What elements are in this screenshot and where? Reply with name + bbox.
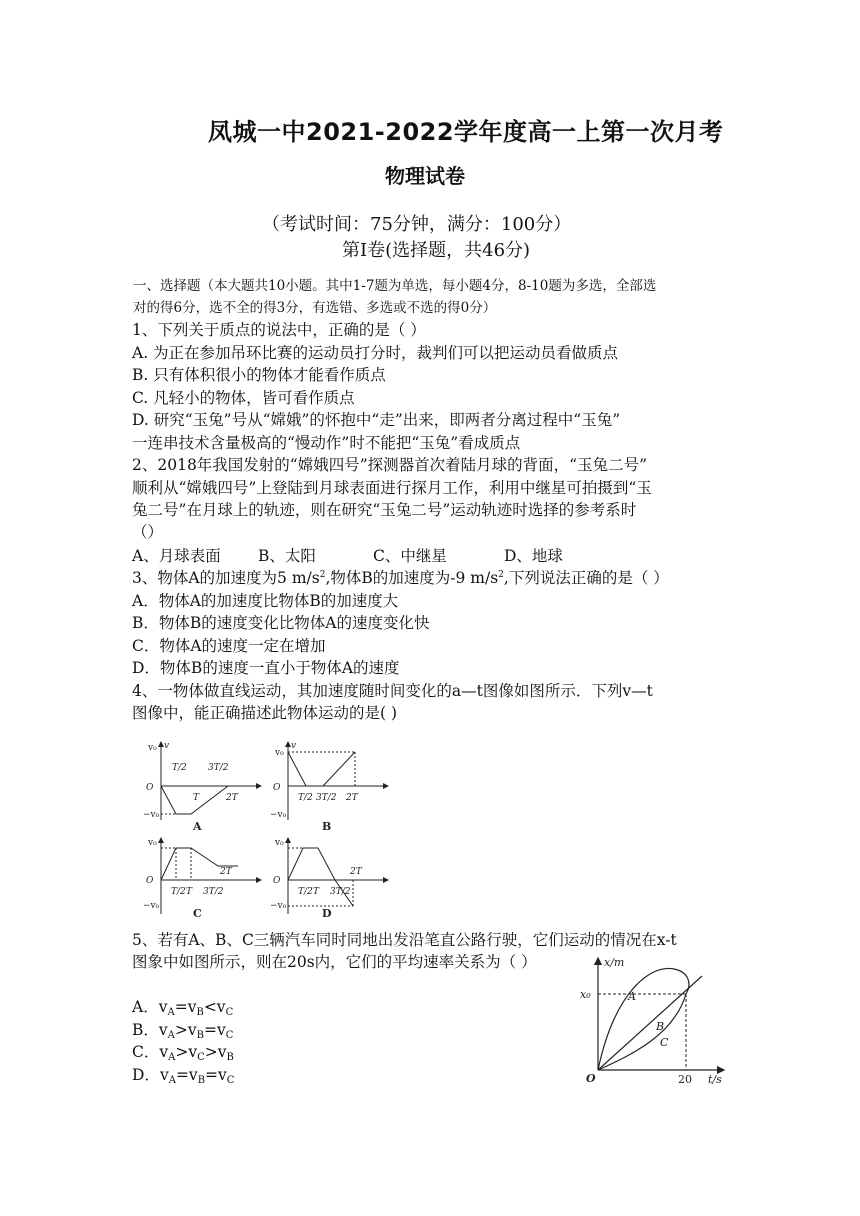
q5-xt-graph	[574, 954, 730, 1088]
q5-label-a: A	[628, 990, 636, 1003]
graph-d-t4: 2T	[350, 867, 362, 877]
q4-line2: 图像中，能正确描述此物体运动的是( )	[132, 704, 398, 722]
q4-graph-a	[143, 741, 261, 833]
exam-title: 凤城一中2021-2022学年度高一上第一次月考	[208, 118, 724, 146]
q1-stem: 1、下列关于质点的说法中，正确的是（ ）	[132, 321, 426, 339]
q2-option-c: C、中继星	[373, 547, 447, 565]
q5-x0-label: x₀	[580, 988, 591, 1001]
q1-option-d-line2: 一连串技术含量极高的“慢动作”时不能把“玉兔”看成质点	[132, 434, 521, 452]
q5-label-c: C	[660, 1036, 669, 1049]
graph-a-t4: 2T	[226, 793, 238, 803]
svg-text:O: O	[273, 876, 281, 886]
graph-c-v0: v₀	[148, 838, 157, 848]
graph-d-t2: T	[313, 887, 320, 897]
q3-option-c: C．物体A的速度一定在增加	[132, 637, 326, 655]
q4-graph-b	[270, 741, 388, 833]
q5-y-axis-label: x/m	[604, 956, 625, 969]
graph-d-t1: T/2	[298, 887, 313, 897]
q1-option-a: A. 为正在参加吊环比赛的运动员打分时，裁判们可以把运动员看做质点	[132, 344, 619, 362]
graph-b-t1: T/2	[298, 793, 313, 803]
graph-a-v0: v₀	[148, 743, 157, 753]
q5-x-axis-label: t/s	[708, 1073, 722, 1086]
q4-vt-graphs	[138, 738, 398, 920]
section-intro-1: 一、选择题（本大题共10小题。其中1-7题为单选，每小题4分，8-10题为多选，全部选	[133, 278, 657, 294]
graph-c-t4: 2T	[220, 867, 232, 877]
q3-option-b: B．物体B的速度变化比物体A的速度变化快	[132, 614, 430, 632]
q2-option-b: B、太阳	[258, 547, 316, 565]
graph-a-yaxis: v	[164, 741, 170, 751]
exam-info: （考试时间：75分钟，满分：100分）	[262, 214, 572, 235]
graph-a-t1: T/2	[172, 763, 187, 773]
q3-option-a: A．物体A的加速度比物体B的加速度大	[132, 592, 399, 610]
volume-heading: 第Ⅰ卷(选择题，共46分)	[342, 240, 531, 261]
graph-a-t3: 3T/2	[208, 763, 229, 773]
q2-option-a: A、月球表面	[132, 547, 221, 565]
graph-a-negv0: −v₀	[143, 810, 160, 820]
graph-b-label: B	[322, 820, 332, 833]
q5-label-b: B	[656, 1020, 665, 1033]
svg-text:O: O	[146, 783, 154, 793]
q5-option-a: A．$v_A=v_B<v_C$	[132, 998, 234, 1018]
section-intro-2: 对的得6分，选不全的得3分，有选错、多选或不选的得0分）	[133, 300, 497, 316]
graph-c-t2: T	[186, 887, 193, 897]
q5-option-b: B．$v_A>v_B=v_C$	[132, 1021, 234, 1041]
graph-a-label: A	[193, 820, 202, 833]
q3-stem: 3、物体A的加速度为5 $m/s^2$,物体B的加速度为-9 $m/s^2$,下列说法正确的是（ ）	[132, 569, 669, 587]
q1-option-d-line1: D. 研究“玉兔”号从“嫦娥”的怀抱中“走”出来，即两者分离过程中“玉兔”	[132, 411, 621, 429]
graph-d-negv0: −v₀	[270, 901, 287, 911]
graph-b-t2: 3T/2	[316, 793, 337, 803]
graph-b-yaxis: v	[291, 741, 297, 751]
q2-option-d: D、地球	[504, 547, 563, 565]
svg-text:O: O	[146, 876, 154, 886]
q4-line1: 4、一物体做直线运动，其加速度随时间变化的a—t图像如图所示．下列v—t	[132, 682, 653, 700]
q5-t20: 20	[678, 1073, 692, 1086]
graph-b-negv0: −v₀	[270, 810, 287, 820]
q3-option-d: D．物体B的速度一直小于物体A的速度	[132, 659, 400, 677]
q2-line3: 兔二号”在月球上的轨迹，则在研究“玉兔二号”运动轨迹时选择的参考系时	[132, 501, 637, 519]
q5-line2: 图象中如图所示，则在20s内，它们的平均速率关系为（ ）	[132, 953, 537, 971]
subject-title: 物理试卷	[385, 164, 465, 188]
graph-c-t1: T/2	[171, 887, 186, 897]
graph-d-v0: v₀	[275, 838, 284, 848]
q5-option-c: C．$v_A>v_C>v_B$	[132, 1043, 234, 1063]
q5-origin: O	[586, 1072, 596, 1085]
q4-graph-c	[143, 838, 261, 920]
q2-line1: 2、2018年我国发射的“嫦娥四号”探测器首次着陆月球的背面，“玉兔二号”	[132, 456, 648, 474]
q5-option-d: D．$v_A=v_B=v_C$	[132, 1066, 235, 1086]
graph-a-t2: T	[193, 793, 200, 803]
graph-c-negv0: −v₀	[143, 901, 160, 911]
graph-b-v0: v₀	[275, 748, 284, 758]
graph-b-t3: 2T	[346, 793, 358, 803]
graph-c-t3: 3T/2	[203, 887, 224, 897]
q2-line2: 顺利从“嫦娥四号”上登陆到月球表面进行探月工作，利用中继星可拍摄到“玉	[132, 479, 652, 497]
graph-d-t3: 3T/2	[330, 887, 351, 897]
q4-graph-d	[270, 838, 388, 920]
q5-curve-a	[598, 968, 689, 1070]
q5-line1: 5、若有A、B、C三辆汽车同时同地出发沿笔直公路行驶，它们运动的情况在x-t	[132, 931, 677, 949]
q2-line4: （）	[132, 523, 164, 541]
q1-option-c: C. 凡轻小的物体，皆可看作质点	[132, 389, 355, 407]
svg-text:O: O	[273, 783, 281, 793]
q1-option-b: B. 只有体积很小的物体才能看作质点	[132, 366, 386, 384]
graph-d-label: D	[322, 907, 332, 920]
graph-c-label: C	[193, 907, 202, 920]
